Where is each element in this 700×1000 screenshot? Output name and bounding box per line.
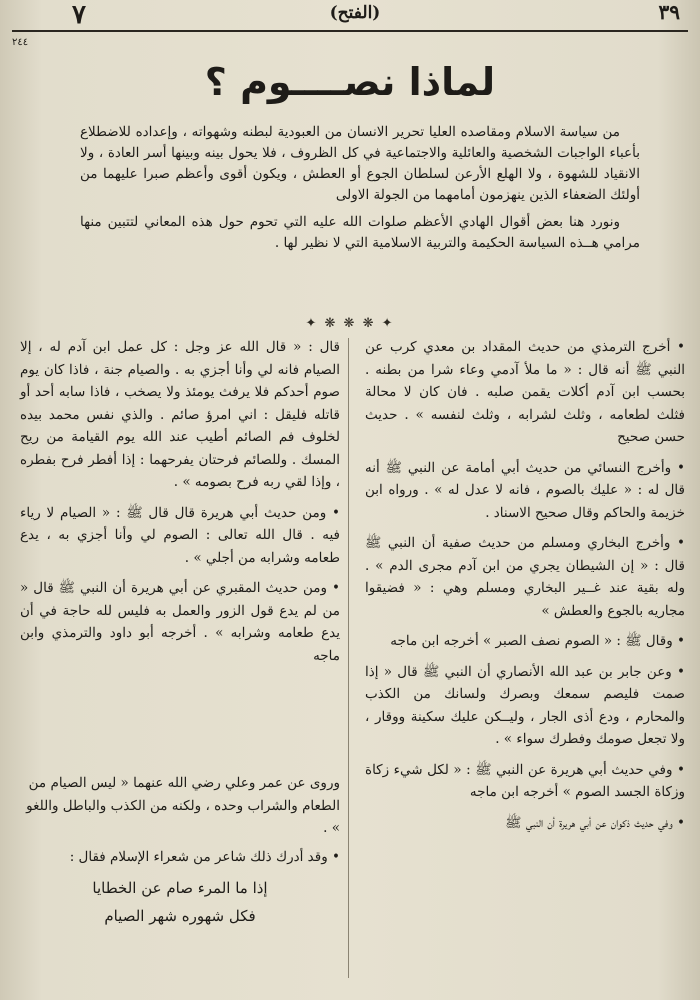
margin-mark: ٢٤٤ (12, 37, 29, 48)
journal-title: (الفتح) (329, 3, 381, 23)
hadith-paragraph: • ومن حديث المقبري عن أبي هريرة أن النبي ﷺ قال « من لم يدع قول الزور والعمل به فليس لله حاجة في أن يدع طعامه وشرابه » . أخرجه أبو داود والترمذي وابن ماجه (20, 580, 340, 664)
page-header (0, 0, 700, 30)
hadith-paragraph: • وعن جابر بن عبد الله الأنصاري أن النبي ﷺ قال « إذا صمت فليصم سمعك وبصرك ولسانك من الكذب والمحارم ، ودع أذى الجار ، وليــكن عليك سكينة ووقار ، ولا تجعل صومك وفطرك سواء » . (365, 663, 685, 747)
hadith-paragraph: وروى عن عمر وعلي رضي الله عنهما « ليس الصيام من الطعام والشراب وحده ، ولكنه من الكذب والباطل واللغو » . (26, 775, 340, 836)
page-number-right: ٣٩ (658, 0, 680, 24)
intro-paragraph: ونورد هنا بعض أقوال الهادي الأعظم صلوات الله عليه التي تحوم حول هذه المعاني لتتبين منها مرامي هــذه السياسة الحكيمة والتربية الاسلامية التي لا نظير لها . (80, 214, 640, 251)
poem-line: إذا ما المرء صام عن الخطايا (92, 879, 268, 897)
left-column-tail (20, 772, 340, 930)
hadith-paragraph: قال : « قال الله عز وجل : كل عمل ابن آدم له ، إلا الصيام فانه لي وأنا أجزي به . والصيام جنة ، فاذا كان يوم صوم أحدكم فلا يرفث يومئذ ولا يصخب ، فاذا سابه أحد أو قاتله فليقل : اني امرؤ صائم . والذي نفس محمد بيده لخلوف فم الصائم أطيب عند الله يوم القيامة من ريح المسك . وللصائم فرحتان يفرحهما : إذا أفطر فرح بفطره ، وإذا لقي ربه فرح بصومه » . (20, 339, 340, 490)
hadith-paragraph: • ومن حديث أبي هريرة قال قال ﷺ : « الصيام لا رياء فيه . قال الله تعالى : الصوم لي وأنا أجزي به ، يدع طعامه وشرابه من أجلي » . (20, 504, 340, 566)
right-column (365, 336, 685, 842)
hadith-paragraph: • وأخرج البخاري ومسلم من حديث صفية أن النبي ﷺ قال : « إن الشيطان يجري من ابن آدم مجرى الدم » . وله بقية عند غــير البخاري ومسلم وهي : « فضيقوا مجاريه بالجوع والعطش » (365, 535, 685, 619)
hadith-paragraph: • وقال ﷺ : « الصوم نصف الصبر » أخرجه ابن ماجه (390, 633, 685, 649)
hadith-paragraph: • وأخرج النسائي من حديث أبي أمامة عن النبي ﷺ أنه قال له : « عليك بالصوم ، فانه لا عدل له » . ورواه ابن خزيمة والحاكم وقال صحيح الاسناد . (365, 459, 685, 521)
hadith-paragraph: • وقد أدرك ذلك شاعر من شعراء الإسلام فقال : (69, 848, 340, 865)
intro-text (80, 122, 640, 260)
hadith-paragraph: • وفي حديث أبي هريرة عن النبي ﷺ : « لكل شيء زكاة وزكاة الجسد الصوم » أخرجه ابن ماجه (365, 761, 685, 800)
ornament-divider: ✦ ❋ ❋ ❋ ✦ (305, 316, 395, 331)
hadith-paragraph: • أخرج الترمذي من حديث المقداد بن معدي كرب عن النبي ﷺ أنه قال : « ما ملأ آدمي وعاء شرا من بطنه . بحسب ابن آدم أكلات يقمن صلبه . فان كان لا محالة فثلث لطعامه ، وثلث لشرابه ، وثلث لنفسه » . حديث حسن صحيح (365, 339, 685, 445)
column-rule (348, 338, 349, 978)
left-column (20, 336, 340, 675)
page-number-left: ٧ (72, 0, 86, 30)
article-title: لماذا نصــــوم ؟ (204, 60, 496, 104)
header-rule (12, 30, 688, 32)
hadith-paragraph: • وفي حديث ذكوان عن أبي هريرة أن النبي ﷺ (505, 814, 685, 831)
intro-paragraph: من سياسة الاسلام ومقاصده العليا تحرير الانسان من العبودية لبطنه وشهواته ، وإعداده للاضطلاع بأعباء الواجبات الشخصية والعائلية والاجتماعية في كل الظروف ، فلا يحول بينه وبينها أسر العادة ، ولا الانقياد للشهوة ، ولا الهلع الأرعن لسلطان الجوع أو العطش ، ويكون أقوى وأعظم صبرا عليهما من أولئك الضعفاء الذين ينهزمون أمامهما من الجولة الاولى (80, 124, 640, 203)
poem-line: فكل شهوره شهر الصيام (104, 907, 256, 925)
